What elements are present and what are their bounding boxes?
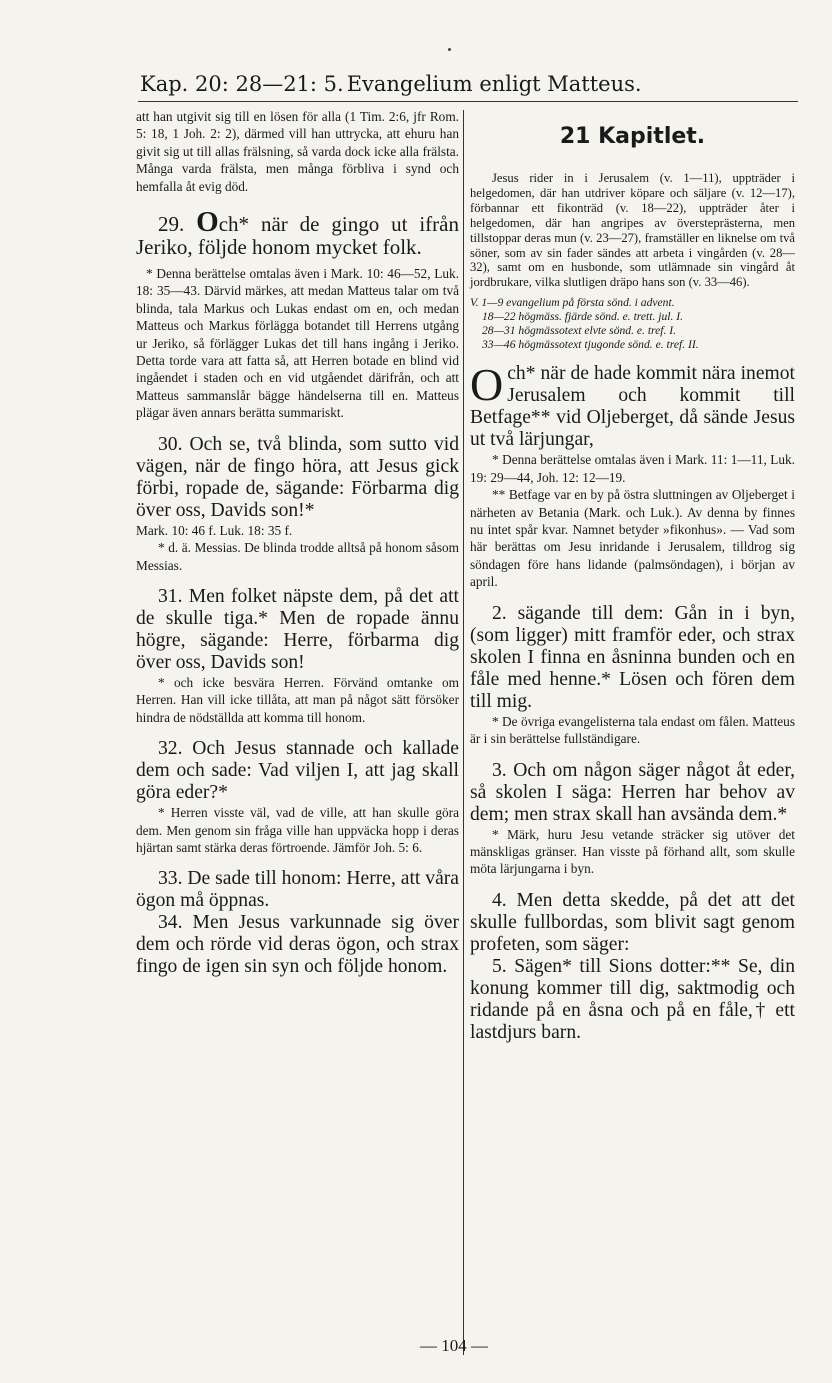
page-number: — 104 —: [420, 1336, 488, 1355]
verse-2: 2. sägande till dem: Gån in i byn, (som ligger) mitt framför eder, och strax skolen I finna en åsninna bunden och en fåle med henne.* Lösen och fören dem till mig.: [470, 602, 795, 712]
ink-dot: [448, 48, 451, 51]
page-header: [140, 72, 795, 96]
verse-29: [136, 206, 459, 260]
note-1a: * Denna berättelse omtalas även i Mark. 11: 1—11, Luk. 19: 29—44, Joh. 12: 12—19.: [470, 452, 795, 485]
chapter-summary: Jesus rider in i Jerusalem (v. 1—11), uppträder i helgedomen, där han utdriver köpare och säljare (v. 12—17), förbannar ett fikonträd (v. 18—22), uppträder åter i helgedomen, där han angripes av översteprästerna, men tillstoppar deras mun (v. 23—27), framställer en liknelse om två söner, som av sin fader sändes att arbeta i vingården (v. 28—32), samt om en husbonde, som utlämnade sin vingård åt jordbrukare, vilka slutligen dräpo hans son (v. 33—46).: [470, 171, 795, 290]
verse-1-dropcap: O: [470, 359, 504, 411]
note-2: * De övriga evangelisterna tala endast om fålen. Matteus är i sin berättelse fullständigare.: [470, 713, 795, 747]
header-chapter-ref: Kap. 20: 28—21: 5.: [140, 72, 344, 96]
verse-34: 34. Men Jesus varkunnade sig över dem och rörde vid deras ögon, och strax fingo de igen sin syn och följde honom.: [136, 912, 459, 978]
note-31: * och icke besvära Herren. Förvänd omtanke om Herren. Han vill icke tillåta, att man på något sätt försöker hindra de nödställda att komma till honom.: [136, 674, 459, 725]
note-30a: Mark. 10: 46 f. Luk. 18: 35 f.: [136, 522, 293, 538]
note-1b: ** Betfage var en by på östra sluttningen av Oljeberget i närheten av Betania (Mark. och Luk.). Av denna by finnes nu intet spår kvar. Namnet betyder »fikonhus». — Vad som här berättas om Jesu inridande i Jerusalem, tilldrog sig söndagen före hans lidande (palmsöndagen), i början av april.: [470, 487, 795, 590]
verse-5: 5. Sägen* till Sions dotter:** Se, din konung kommer till dig, saktmodig och ridande på en åsna och på en fåle,† ett lastdjurs barn.: [470, 955, 795, 1043]
column-divider: [463, 110, 464, 1355]
note-3: * Märk, huru Jesu vetande sträcker sig utöver det mänskligas gränser. Han visste på förhand allt, som skulle möta lärjungarna i byn.: [470, 826, 795, 877]
verse-29-text: ch* när de gingo ut ifrån Jeriko, följde honom mycket folk.: [136, 212, 459, 260]
verse-29-dropcap: O: [196, 206, 219, 239]
verse-3: 3. Och om någon säger något åt eder, så skolen I säga: Herren har behov av dem; men strax skall han avsända dem.*: [470, 759, 795, 825]
note-32: * Herren visste väl, vad de ville, att han skulle göra dem. Men genom sin fråga ville han uppväcka hopp i deras hjärtan samt stärka deras förtroende. Jämför Joh. 5: 6.: [136, 805, 459, 855]
left-column: [136, 108, 459, 978]
lection-3: 28—31 högmässotext elvte sönd. e. tref. I.: [482, 323, 677, 337]
verse-29-number: 29.: [158, 212, 185, 237]
verse-4: 4. Men detta skedde, på det att det skulle fullbordas, som blivit sagt genom profeten, som säger:: [470, 889, 795, 955]
header-title: Evangelium enligt Matteus.: [346, 72, 642, 96]
lection-1: V. 1—9 evangelium på första sönd. i advent.: [470, 296, 675, 310]
verse-31: 31. Men folket näpste dem, på det att de skulle tiga.* Men de ropade ännu högre, sägande: Herre, förbarma dig över oss, Davids son!: [136, 585, 459, 673]
lection-2: 18—22 högmäss. fjärde sönd. e. trett. jul. I.: [482, 310, 684, 324]
lection-4: 33—46 högmässotext tjugonde sönd. e. tref. II.: [482, 337, 699, 351]
header-rule: [138, 101, 798, 102]
note-29: * Denna berättelse omtalas även i Mark. 10: 46—52, Luk. 18: 35—43. Därvid märkes, att medan Matteus talar om två blinda, tala Markus och Lukas endast om en, och medan Matteus och Markus förlägga botandet till Herrens utgång ur Jeriko, så förlägger Lukas det till hans ingång i Jeriko. Detta torde vara att fatta så, att Herren botade en blind vid ingåendet i staden och en vid utgåendet därifrån, och att Matteus sammanslår bägge händelserna till en. Matteus plägar även annars berätta summariskt.: [136, 266, 459, 421]
verse-32: 32. Och Jesus stannade och kallade dem och sade: Vad viljen I, att jag skall göra eder?*: [136, 738, 459, 804]
verse-30: 30. Och se, två blinda, som sutto vid vägen, när de fingo höra, att Jesus gick förbi, ropade de, sägande: Förbarma dig över oss, Davids son!*: [136, 433, 459, 521]
verse-1: [470, 359, 795, 451]
verse-1-text: ch* när de hade kommit nära inemot Jerusalem och kommit till Betfage** vid Oljeberget, då sände Jesus ut två lärjungar,: [470, 363, 795, 451]
right-column: [470, 108, 795, 1044]
note-30b: * d. ä. Messias. De blinda trodde alltså på honom såsom Messias.: [136, 540, 459, 573]
note-top: att han utgivit sig till en lösen för alla (1 Tim. 2:6, jfr Rom. 5: 18, 1 Joh. 2: 2), därmed vill han uttrycka, att ehuru han givit sig ut till allas frälsning, så varda dock icke alla frälsta. Många varda frälsta, men många förbliva i synd och hemfalla åt evig död.: [136, 109, 459, 194]
chapter-title: 21 Kapitlet.: [559, 124, 706, 149]
verse-33: 33. De sade till honom: Herre, att våra ögon må öppnas.: [136, 868, 459, 912]
